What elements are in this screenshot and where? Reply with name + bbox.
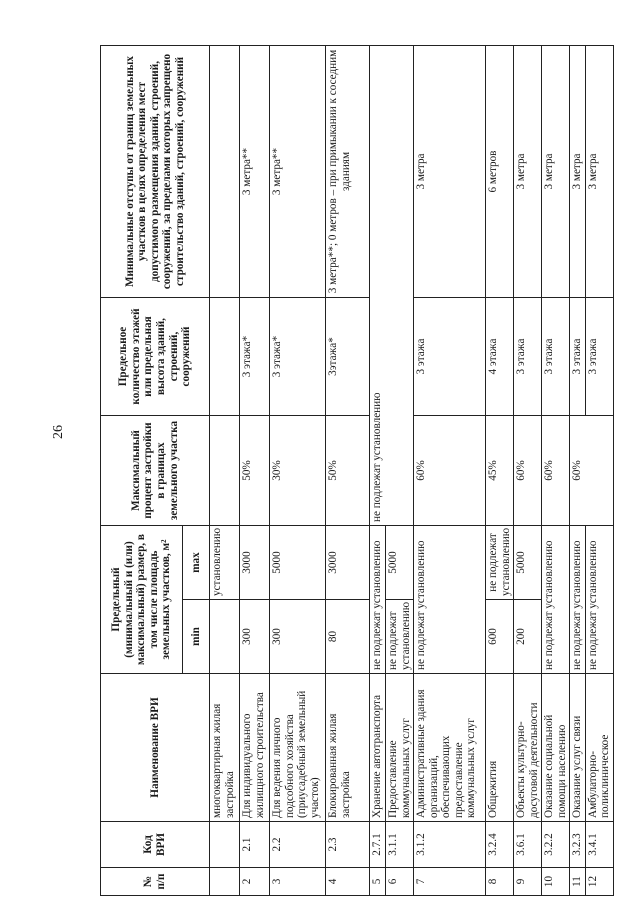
- cell-floors: 3 этажа: [414, 298, 486, 416]
- cell-code: 3.4.1: [585, 822, 613, 868]
- cell-max: 5000: [514, 526, 542, 600]
- cell-coverage: 60%: [542, 416, 570, 526]
- cell-setback: 6 метров: [486, 46, 514, 298]
- cell-num: [210, 868, 240, 896]
- header-area: Предельный (минимальный и (или) максимальный) размер, в том числе площадь земельных участков, м²: [101, 526, 183, 674]
- cell-coverage: [210, 416, 240, 526]
- cell-min: 200: [514, 600, 542, 674]
- cell-max: 3000: [326, 526, 370, 600]
- cell-max: 5000: [386, 526, 414, 600]
- cell-code: 3.1.1: [386, 822, 414, 868]
- table-row: [414, 46, 486, 896]
- header-name: Наименование ВРИ: [101, 674, 210, 822]
- cell-floors: 3 этажа: [570, 298, 586, 416]
- cell-min: 600: [486, 600, 514, 674]
- cell-name: Административные здания организаций, обеспечивающих предоставление коммунальных услуг: [414, 674, 486, 822]
- cell-num: 11: [570, 868, 586, 896]
- cell-floors: [210, 298, 240, 416]
- cell-name: Предоставление коммунальных услуг: [386, 674, 414, 822]
- cell-num: 9: [514, 868, 542, 896]
- cell-code: 3.6.1: [514, 822, 542, 868]
- cell-area-merged: не подлежат установлению: [370, 526, 386, 674]
- cell-code: 3.2.2: [542, 822, 570, 868]
- cell-name: Общежития: [486, 674, 514, 822]
- cell-floors: 3 этажа: [585, 298, 613, 416]
- table-row: [240, 46, 270, 896]
- cell-max: установлению: [210, 526, 240, 600]
- cell-num: 2: [240, 868, 270, 896]
- cell-max: 5000: [270, 526, 326, 600]
- cell-name: Амбулаторно-поликлиническое: [585, 674, 613, 822]
- cell-floors: 4 этажа: [486, 298, 514, 416]
- cell-floors: 3 этажа: [514, 298, 542, 416]
- cell-code: [210, 822, 240, 868]
- rotated-page: [100, 46, 612, 896]
- header-area-max: max: [183, 526, 210, 600]
- cell-num: 7: [414, 868, 486, 896]
- cell-min: [210, 600, 240, 674]
- cell-merged-note: не подлежат установлению: [370, 46, 414, 526]
- cell-coverage: 45%: [486, 416, 514, 526]
- header-setback: Минимальные отступы от границ земельных участков в целях определения мест допустимого размещения зданий, строений, сооружений, за пределами которых запрещено строительство зданий, строений, сооружений: [101, 46, 210, 298]
- cell-code: 2.2: [270, 822, 326, 868]
- cell-code: 2.1: [240, 822, 270, 868]
- cell-floors: 3 этажа: [542, 298, 570, 416]
- table-row: [486, 46, 514, 896]
- cell-name: Оказание услуг связи: [570, 674, 586, 822]
- cell-floors: 3этажа*: [326, 298, 370, 416]
- cell-code: 3.1.2: [414, 822, 486, 868]
- header-floors: Предельное количество этажей или предельная высота зданий, строений, сооружений: [101, 298, 210, 416]
- cell-min: 300: [240, 600, 270, 674]
- header-coverage: Максимальный процент застройки в границах земельного участка: [101, 416, 210, 526]
- cell-code: 3.2.3: [570, 822, 586, 868]
- cell-setback: [210, 46, 240, 298]
- cell-min: не подлежат установлению: [386, 600, 414, 674]
- table-row: [326, 46, 370, 896]
- header-area-min: min: [183, 600, 210, 674]
- cell-area-merged: не подлежат установлению: [585, 526, 613, 674]
- cell-code: 3.2.4: [486, 822, 514, 868]
- cell-area-merged: не подлежат установлению: [414, 526, 486, 674]
- table-container: [100, 46, 612, 896]
- cell-name: Оказание социальной помощи населению: [542, 674, 570, 822]
- cell-num: 8: [486, 868, 514, 896]
- cell-coverage: 50%: [240, 416, 270, 526]
- cell-area-merged: не подлежат установлению: [570, 526, 586, 674]
- cell-coverage: 60%: [414, 416, 486, 526]
- table-row: [514, 46, 542, 896]
- cell-max: не подлежат установлению: [486, 526, 514, 600]
- cell-code: 2.3: [326, 822, 370, 868]
- table-row: [210, 46, 240, 896]
- cell-setback: 3 метра: [585, 46, 613, 298]
- cell-min: 300: [270, 600, 326, 674]
- cell-name: Блокированная жилая застройка: [326, 674, 370, 822]
- cell-name: многоквартирная жилая застройка: [210, 674, 240, 822]
- cell-setback: 3 метра: [414, 46, 486, 298]
- cell-setback: 3 метра**; 0 метров – при примыкании к соседним зданиям: [326, 46, 370, 298]
- cell-floors: 3 этажа*: [240, 298, 270, 416]
- table-row: [270, 46, 326, 896]
- cell-max: 3000: [240, 526, 270, 600]
- cell-setback: 3 метра: [542, 46, 570, 298]
- cell-num: 3: [270, 868, 326, 896]
- cell-name: Хранение автотранспорта: [370, 674, 386, 822]
- cell-setback: 3 метра**: [240, 46, 270, 298]
- cell-coverage: 60%: [514, 416, 542, 526]
- table-row: [570, 46, 586, 896]
- cell-num: 10: [542, 868, 570, 896]
- cell-name: Для ведения личного подсобного хозяйства (приусадебный земельный участок): [270, 674, 326, 822]
- cell-num: 12: [585, 868, 613, 896]
- cell-setback: 3 метра: [514, 46, 542, 298]
- page-number: 26: [51, 425, 66, 439]
- cell-floors: 3 этажа*: [270, 298, 326, 416]
- cell-num: 5: [370, 868, 386, 896]
- cell-coverage: 50%: [326, 416, 370, 526]
- table-row: [542, 46, 570, 896]
- cell-num: 4: [326, 868, 370, 896]
- table-row: [370, 46, 386, 896]
- cell-coverage: 60%: [570, 416, 614, 526]
- land-use-table: [100, 45, 614, 896]
- header-code: Код ВРИ: [101, 822, 210, 868]
- cell-name: Для индивидуального жилищного строительства: [240, 674, 270, 822]
- cell-min: 80: [326, 600, 370, 674]
- cell-coverage: 30%: [270, 416, 326, 526]
- header-num: № п/п: [101, 868, 210, 896]
- cell-code: 2.7.1: [370, 822, 386, 868]
- cell-setback: 3 метра**: [270, 46, 326, 298]
- cell-area-merged: не подлежат установлению: [542, 526, 570, 674]
- cell-setback: 3 метра: [570, 46, 586, 298]
- cell-name: Объекты культурно-досуговой деятельности: [514, 674, 542, 822]
- cell-num: 6: [386, 868, 414, 896]
